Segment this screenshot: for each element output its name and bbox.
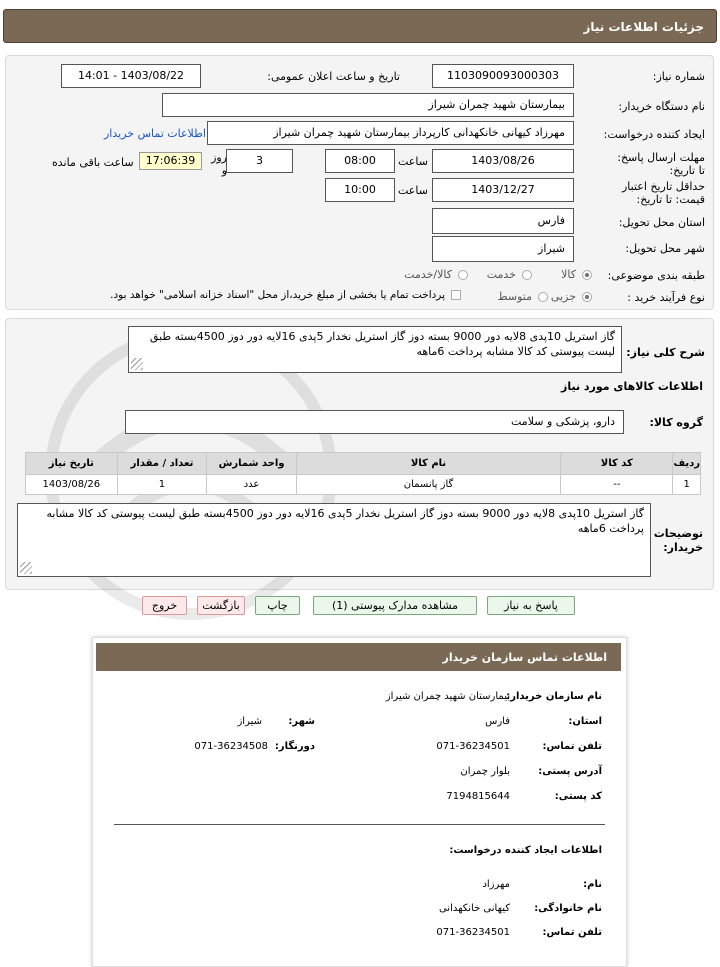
creator-heading: اطلاعات ایجاد کننده درخواست: [449, 845, 602, 856]
group-field[interactable]: دارو، پزشکی و سلامت [125, 410, 624, 434]
cell-row: 1 [673, 475, 701, 495]
contact-org-label: نام سازمان خریدار: [506, 691, 602, 702]
days-field[interactable]: 3 [226, 149, 293, 173]
page-header [3, 9, 717, 43]
category-label: طبقه بندی موضوعی: [607, 269, 705, 282]
cell-name: گاز پانسمان [296, 475, 560, 495]
category-option-goods[interactable]: کالا [561, 268, 592, 281]
contact-org-value: بیمارستان شهید چمران شیراز [385, 691, 510, 702]
creator-phone-label: تلفن تماس: [542, 927, 602, 938]
creator-family-value: کیهانی خانکهدانی [438, 903, 510, 914]
city-field[interactable]: شیراز [432, 236, 574, 262]
summary-textarea[interactable]: گاز استریل 10پدی 8لایه دور 9000 بسته دوز گاز استریل نخدار 5پدی 16لایه دور دوز 4500بسته طبق لیست پیوستی کد کالا مشابه پرداخت 6ماهه [128, 326, 622, 373]
process-option-medium[interactable]: متوسط [497, 290, 548, 303]
announce-date-field[interactable]: 1403/08/22 - 14:01 [61, 64, 201, 88]
resize-handle-icon[interactable] [20, 562, 32, 574]
table-header-row [26, 453, 701, 475]
contact-address-label: آدرس پستی: [538, 766, 602, 777]
contact-divider [114, 824, 605, 825]
deadline-label: مهلت ارسال پاسخ: تا تاریخ: [617, 151, 705, 177]
resize-handle-icon[interactable] [131, 358, 143, 370]
validity-date-field[interactable]: 1403/12/27 [432, 178, 574, 202]
radio-icon[interactable] [582, 292, 592, 302]
cell-unit: عدد [207, 475, 296, 495]
col-name-header: نام کالا [296, 453, 560, 475]
city-label: شهر محل تحویل: [625, 242, 705, 255]
creator-name-value: مهرزاد [482, 879, 510, 890]
province-field[interactable]: فارس [432, 208, 574, 234]
reply-button[interactable]: پاسخ به نیاز [487, 596, 575, 615]
process-label: نوع فرآیند خرید : [627, 291, 705, 304]
category-option-goods-service[interactable]: کالا/خدمت [404, 268, 468, 281]
contact-address-value: بلوار چمران [460, 766, 510, 777]
contact-city-label: شهر: [288, 716, 315, 727]
contact-header [96, 643, 621, 671]
col-code-header: کد کالا [561, 453, 673, 475]
need-number-field[interactable]: 1103090093000303 [432, 64, 574, 88]
contact-fax-value: 071-36234508 [194, 741, 268, 752]
creator-field[interactable]: مهرزاد کیهانی خانکهدانی کارپرداز بیمارستان شهید چمران شیراز [207, 121, 574, 145]
contact-title: اطلاعات تماس سازمان خریدار [442, 651, 607, 664]
radio-icon[interactable] [582, 270, 592, 280]
buyer-notes-textarea[interactable]: گاز استریل 10پدی 8لایه دور 9000 بسته دوز گاز استریل نخدار 5پدی 16لایه دور دوز 4500بسته طبق لیست پیوستی کد کالا مشابه پرداخت 6ماهه [17, 503, 651, 577]
contact-city-value: شیراز [237, 716, 262, 727]
process-option-minor[interactable]: جزیی [551, 290, 592, 303]
col-date-header: تاریخ نیاز [26, 453, 118, 475]
validity-label: حداقل تاریخ اعتبار قیمت: تا تاریخ: [621, 180, 705, 206]
summary-label: شرح کلی نیاز: [626, 346, 705, 359]
radio-icon[interactable] [538, 292, 548, 302]
back-button[interactable]: بازگشت [197, 596, 245, 615]
creator-name-label: نام: [583, 879, 602, 890]
exit-button[interactable]: خروج [142, 596, 187, 615]
treasury-payment-option[interactable]: پرداخت تمام یا بخشی از مبلغ خرید،از محل "اسناد خزانه اسلامی" خواهد بود. [110, 289, 461, 301]
creator-family-label: نام خانوادگی: [534, 903, 602, 914]
buyer-notes-label: توضیحات خریدار: [653, 527, 703, 554]
buyer-org-field[interactable]: بیمارستان شهید چمران شیراز [162, 93, 574, 117]
need-number-label: شماره نیاز: [652, 70, 705, 83]
radio-icon[interactable] [458, 270, 468, 280]
col-row-header: ردیف [673, 453, 701, 475]
print-button[interactable]: چاپ [255, 596, 300, 615]
deadline-time-field[interactable]: 08:00 [325, 149, 395, 173]
col-unit-header: واحد شمارش [207, 453, 296, 475]
cell-code: -- [561, 475, 673, 495]
validity-time-label: ساعت [398, 184, 428, 197]
buyer-org-label: نام دستگاه خریدار: [618, 100, 705, 113]
attachments-button[interactable]: مشاهده مدارک پیوستی (1) [313, 596, 477, 615]
announce-label: تاریخ و ساعت اعلان عمومی: [267, 70, 400, 83]
col-qty-header: تعداد / مقدار [117, 453, 207, 475]
contact-postal-value: 7194815644 [446, 791, 510, 802]
page-title: جزئیات اطلاعات نیاز [583, 20, 704, 34]
contact-province-label: استان: [568, 716, 602, 727]
contact-phone-label: تلفن تماس: [542, 741, 602, 752]
group-label: گروه کالا: [649, 416, 703, 429]
remaining-time-label: ساعت باقی مانده [52, 156, 134, 169]
items-table [25, 452, 701, 495]
category-option-service[interactable]: خدمت [487, 268, 532, 281]
province-label: استان محل تحویل: [618, 216, 705, 229]
radio-icon[interactable] [522, 270, 532, 280]
contact-fax-label: دورنگار: [274, 741, 315, 752]
contact-postal-label: کد پستی: [554, 791, 602, 802]
creator-phone-value: 071-36234501 [436, 927, 510, 938]
deadline-date-field[interactable]: 1403/08/26 [432, 149, 574, 173]
validity-time-field[interactable]: 10:00 [325, 178, 395, 202]
creator-label: ایجاد کننده درخواست: [603, 128, 705, 141]
cell-date: 1403/08/26 [26, 475, 118, 495]
checkbox-icon[interactable] [451, 290, 461, 300]
days-label: روز و [211, 151, 227, 177]
contact-province-value: فارس [485, 716, 510, 727]
contact-phone-value: 071-36234501 [436, 741, 510, 752]
table-row[interactable] [26, 475, 701, 495]
cell-qty: 1 [117, 475, 207, 495]
contact-info-link[interactable]: اطلاعات تماس خریدار [104, 127, 206, 140]
items-heading: اطلاعات کالاهای مورد نیاز [561, 380, 703, 393]
contact-card [92, 637, 627, 967]
deadline-time-label: ساعت [398, 155, 428, 168]
remaining-time-badge: 17:06:39 [139, 152, 202, 170]
